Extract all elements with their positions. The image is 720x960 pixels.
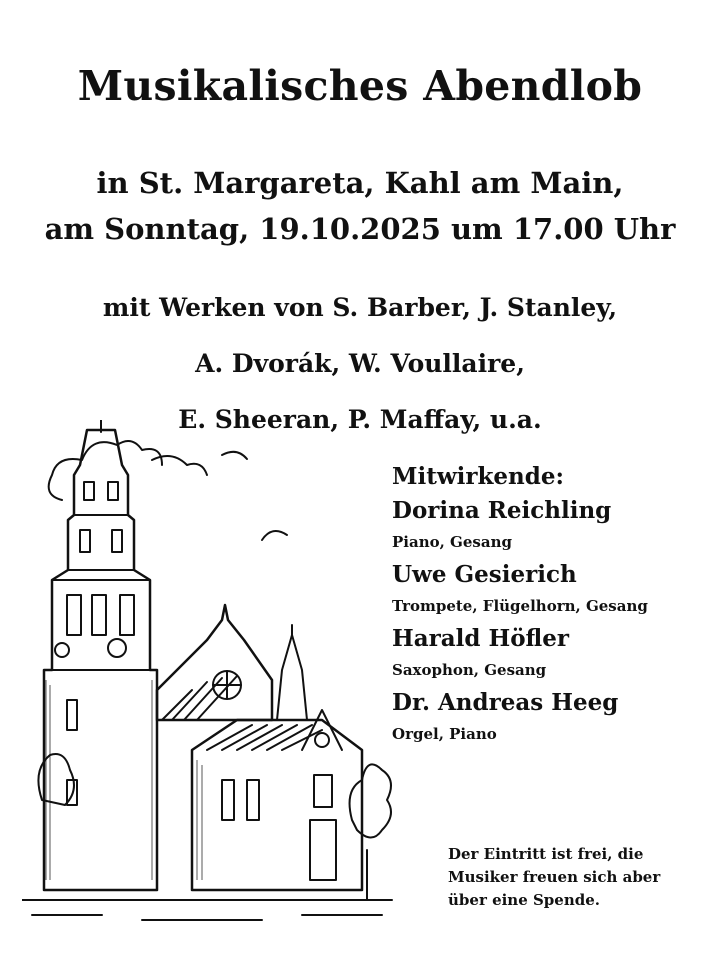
performer-role: Piano, Gesang xyxy=(392,533,512,551)
performer-name: Dorina Reichling xyxy=(392,497,612,524)
church-drawing-icon xyxy=(22,420,402,940)
performer-name: Dr. Andreas Heeg xyxy=(392,689,619,716)
page-title: Musikalisches Abendlob xyxy=(77,62,643,110)
venue-line: in St. Margareta, Kahl am Main, xyxy=(96,166,624,200)
note-line-3: über eine Spende. xyxy=(448,891,600,909)
venue-date-block xyxy=(0,160,720,252)
works-line-2: A. Dvorák, W. Voullaire, xyxy=(195,349,525,378)
performer-role: Orgel, Piano xyxy=(392,725,497,743)
date-time-line: am Sonntag, 19.10.2025 um 17.00 Uhr xyxy=(44,212,676,246)
performer-name: Uwe Gesierich xyxy=(392,561,577,588)
works-line-1: mit Werken von S. Barber, J. Stanley, xyxy=(102,293,618,322)
note-line-2: Musiker freuen sich aber xyxy=(448,868,661,886)
performer-role: Saxophon, Gesang xyxy=(392,661,547,679)
performer-role: Trompete, Flügelhorn, Gesang xyxy=(392,597,648,615)
admission-note xyxy=(448,843,708,912)
performers-heading: Mitwirkende: xyxy=(392,463,564,490)
performers-list xyxy=(392,462,712,752)
note-line-1: Der Eintritt ist frei, die xyxy=(448,845,644,863)
performer-name: Harald Höfler xyxy=(392,625,570,652)
works-line-3: E. Sheeran, P. Maffay, u.a. xyxy=(178,405,542,434)
